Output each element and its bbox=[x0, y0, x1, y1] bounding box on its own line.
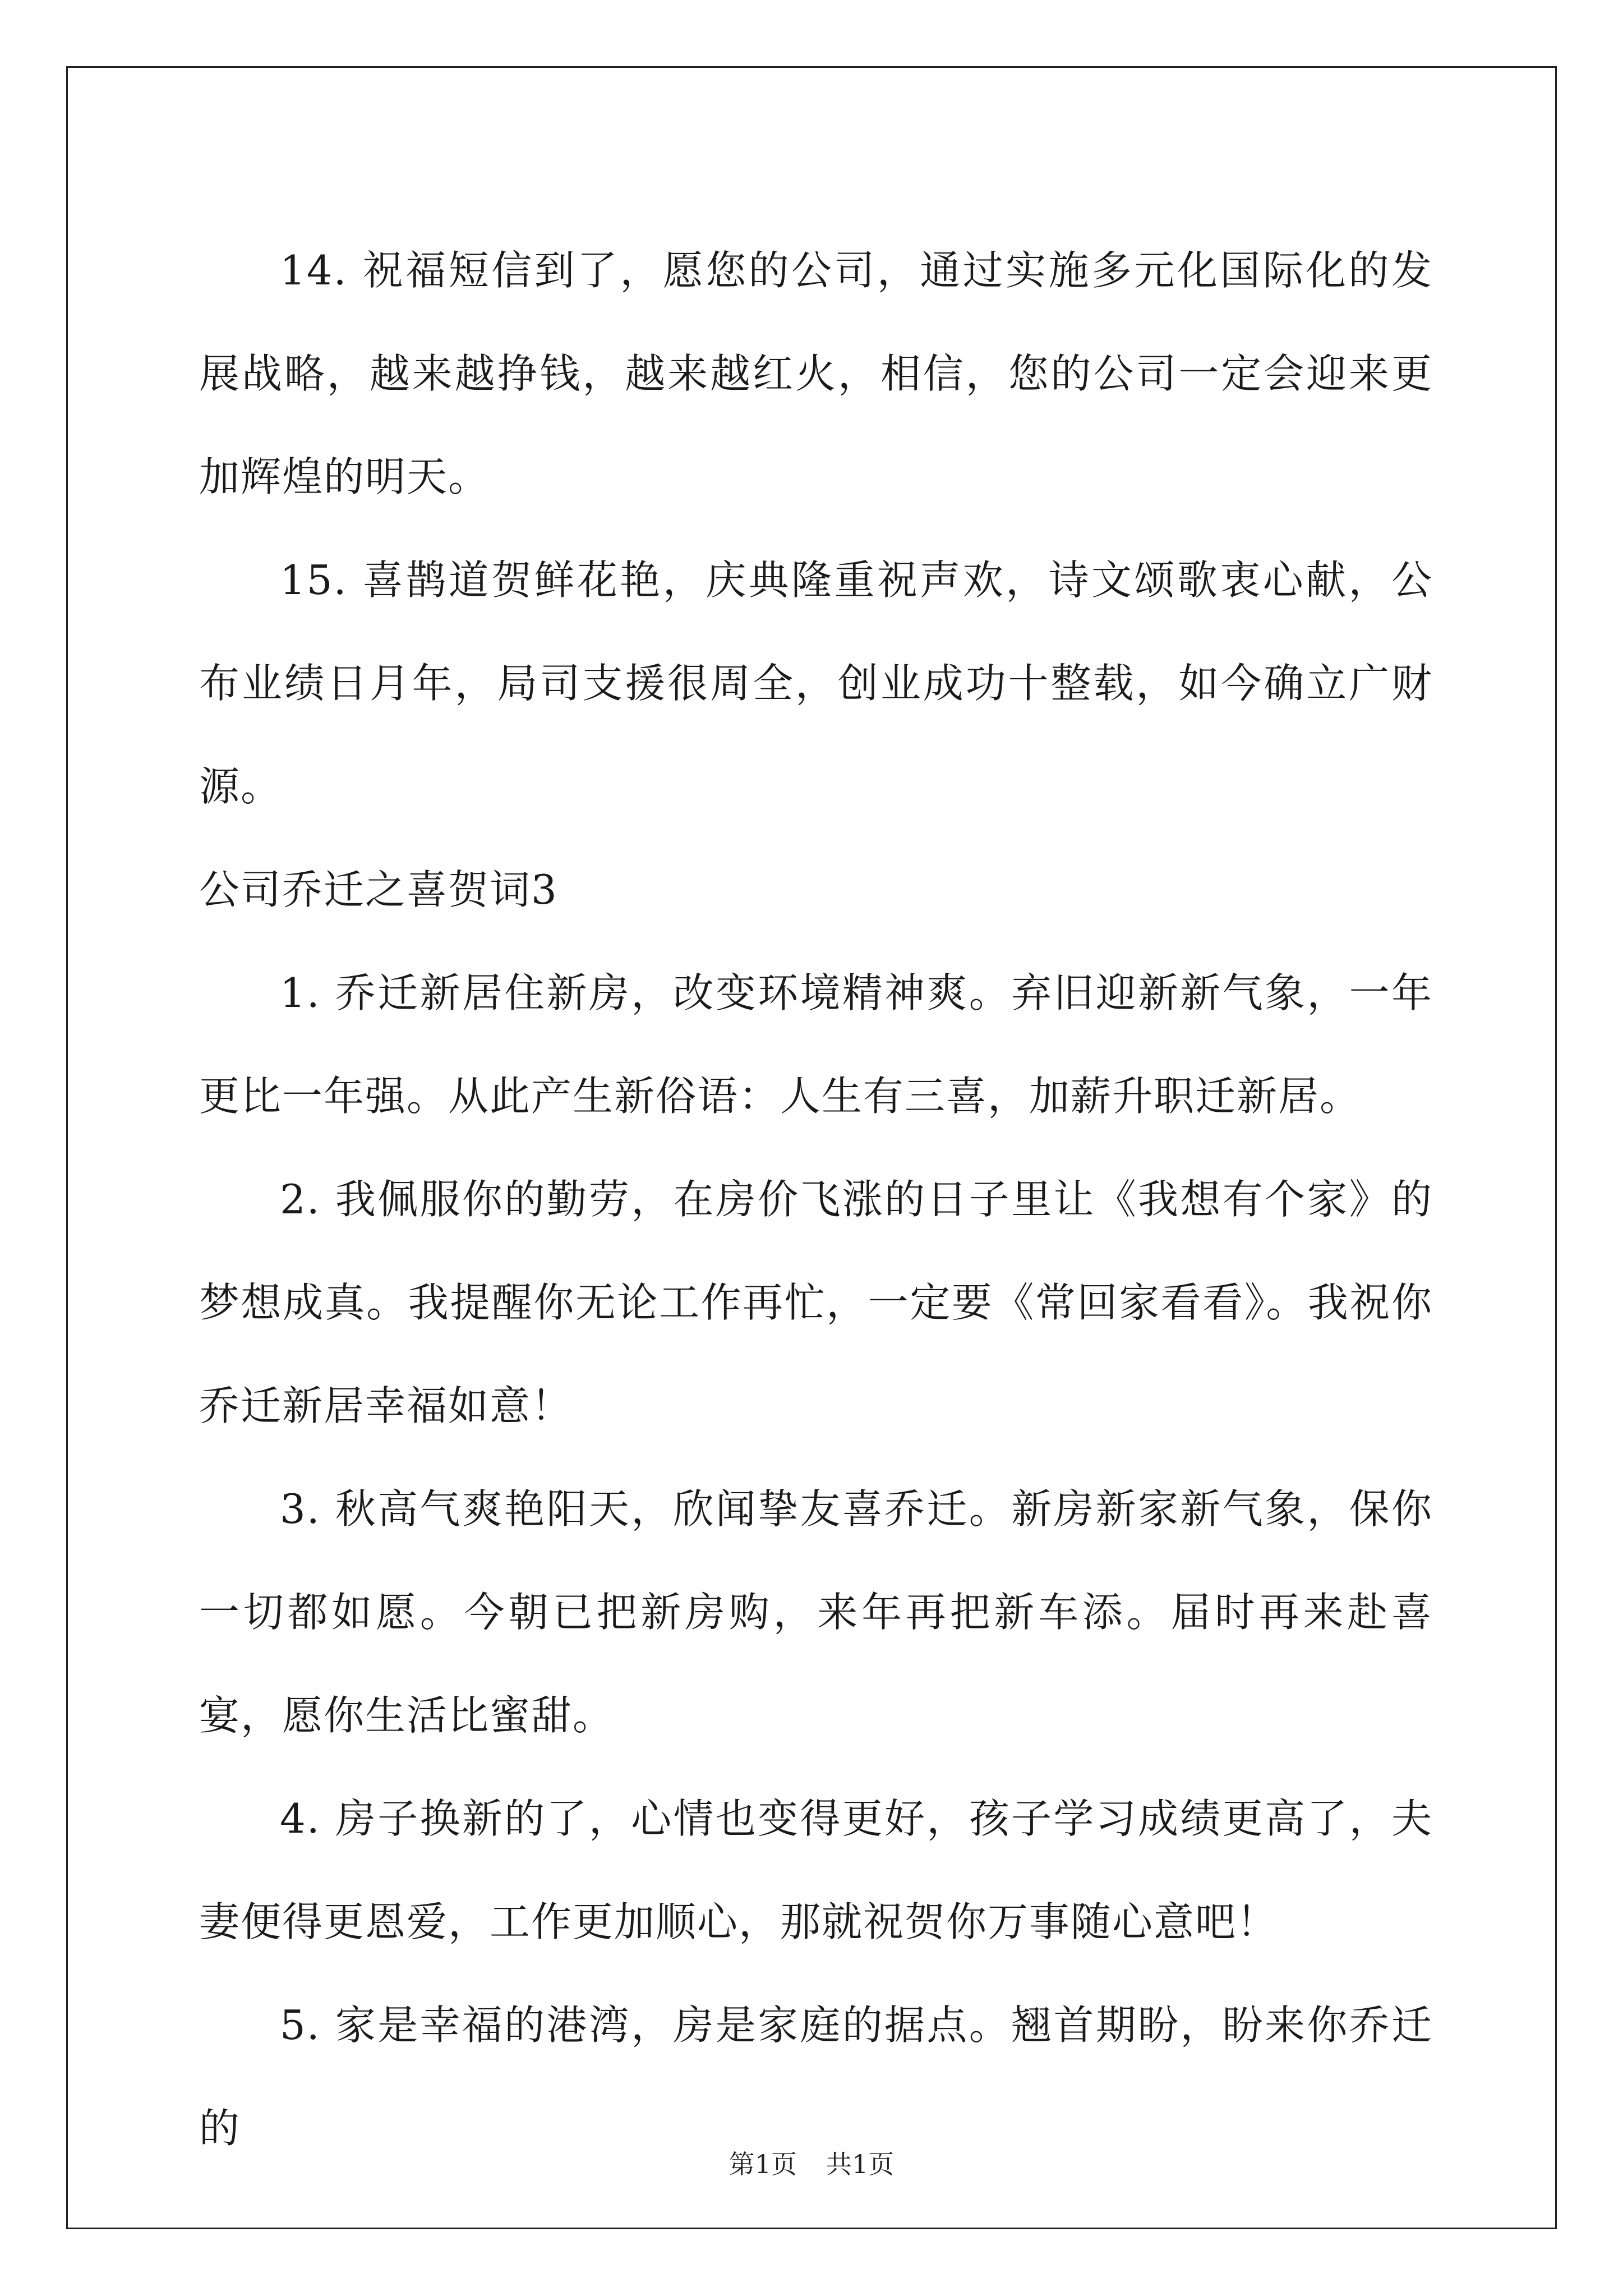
page-total: 共1页 bbox=[826, 2149, 895, 2179]
page-footer bbox=[0, 2144, 1623, 2181]
document-body bbox=[199, 219, 1433, 2180]
paragraph-item-15: 15. 喜鹊道贺鲜花艳，庆典隆重祝声欢，诗文颂歌衷心献，公布业绩日月年，局司支援很周全，创业成功十整载，如今确立广财源。 bbox=[199, 556, 1433, 810]
section-heading: 公司乔迁之喜贺词3 bbox=[199, 866, 558, 913]
paragraph-item-4: 4. 房子换新的了，心情也变得更好，孩子学习成绩更高了，夫妻便得更恩爱，工作更加顺心，那就祝贺你万事随心意吧！ bbox=[199, 1795, 1433, 1945]
paragraph-item-5: 5. 家是幸福的港湾，房是家庭的据点。翘首期盼，盼来你乔迁的 bbox=[199, 2001, 1433, 2152]
paragraph-item-1: 1. 乔迁新居住新房，改变环境精神爽。弃旧迎新新气象，一年更比一年强。从此产生新俗语：人生有三喜，加薪升职迁新居。 bbox=[199, 969, 1433, 1120]
paragraph-item-2: 2. 我佩服你的勤劳，在房价飞涨的日子里让《我想有个家》的梦想成真。我提醒你无论工作再忙，一定要《常回家看看》。我祝你乔迁新居幸福如意！ bbox=[199, 1176, 1433, 1429]
page-number: 第1页 bbox=[728, 2149, 797, 2179]
paragraph-item-14: 14. 祝福短信到了，愿您的公司，通过实施多元化国际化的发展战略，越来越挣钱，越来越红火，相信，您的公司一定会迎来更加辉煌的明天。 bbox=[199, 247, 1433, 500]
paragraph-item-3: 3. 秋高气爽艳阳天，欣闻挚友喜乔迁。新房新家新气象，保你一切都如愿。今朝已把新房购，来年再把新车添。届时再来赴喜宴，愿你生活比蜜甜。 bbox=[199, 1485, 1433, 1739]
